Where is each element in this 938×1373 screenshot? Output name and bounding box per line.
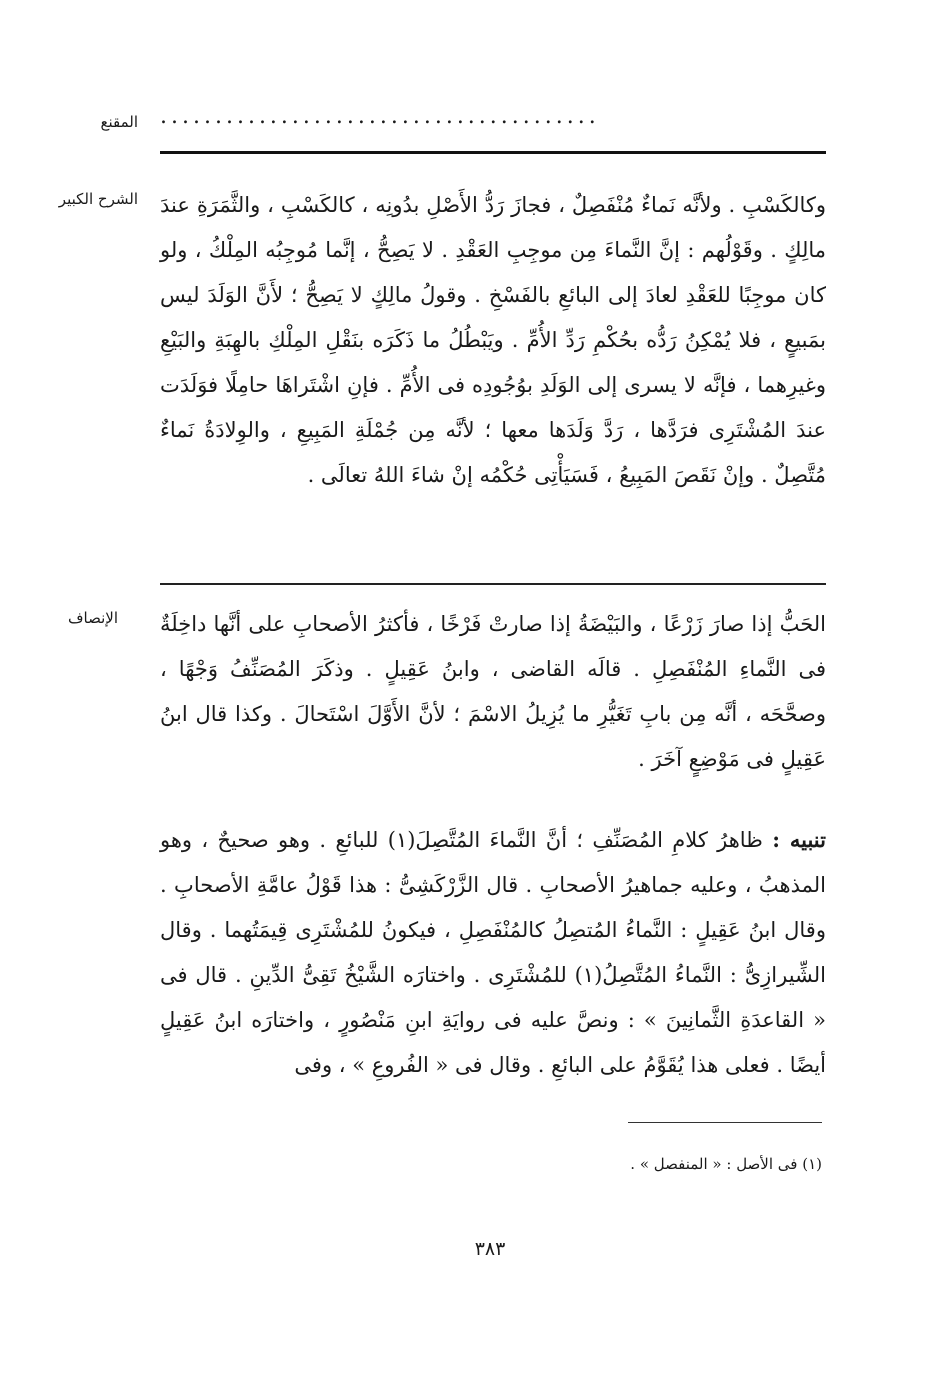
- book-title: المقنع: [100, 113, 138, 131]
- sharh-paragraph: وكالكَسْبِ . ولأنَّه نَماءٌ مُنْفَصِلٌ ، فجازَ رَدُّ الأَصْلِ بدُونِه ، كالكَسْبِ ، والثَّمَرَةِ عندَ مالِكٍ . وقَوْلُهم : إنَّ النَّماءَ مِن موجِبِ العَقْدِ . لا يَصِحُّ ، إنَّما مُوجِبُه المِلْكُ ، ولو كان موجِبًا للعَقْدِ لعادَ إلى البائعِ بالفَسْخِ . وقولُ مالِكٍ لا يَصِحُّ ؛ لأَنَّ الوَلَدَ ليس بمَبيعٍ ، فلا يُمْكِنُ رَدُّه بحُكْمِ رَدِّ الأُمِّ . ويَبْطُلُ ما ذَكَرَه بنَقْلِ المِلْكِ بالهِبَةِ والبَيْعِ وغيرِهما ، فإنَّه لا يسرى إلى الوَلَدِ بوُجُودِه فى الأُمِّ . فإنِ اشْتَراهَا حامِلًا فوَلَدَت عندَ المُشْتَرِى فرَدَّها ، رَدَّ وَلَدَها معها ؛ لأنَّه مِن جُمْلَةِ المَبِيعِ ، والوِلادَةُ نَماءٌ مُتَّصِلٌ . وإنْ نَقَصَ المَبِيعُ ، فَسَيَأْتِى حُكْمُه إنْ شاءَ اللهُ تعالَى .: [160, 193, 826, 487]
- footnote-rule: [628, 1122, 822, 1123]
- insaf-paragraph-1: الحَبُّ إذا صارَ زَرْعًا ، والبَيْضَةُ إذا صارتْ فَرْخًا ، فأكثرُ الأصحابِ على أنَّها داخِلَةٌ فى النَّماءِ المُنْفَصِلِ . قالَه القاضى ، وابنُ عَقِيلٍ . وذكَرَ المُصَنِّفُ وَجْهًا ، وصحَّحَه ، أنَّه مِن بابِ تَغَيُّرِ ما يُزِيلُ الاسْمَ ؛ لأنَّ الأَوَّلَ اسْتَحالَ . وكذا قال ابنُ عَقِيلٍ فى مَوْضِعٍ آخَرَ .: [160, 612, 826, 771]
- insaf-text-block: [160, 602, 826, 782]
- tanbih-heading: تنبيه :: [772, 827, 826, 852]
- header-dotted-rule: ........................................: [160, 108, 600, 126]
- tanbih-text: ظاهرُ كلامِ المُصَنِّفِ ؛ أنَّ النَّماءَ المُتَّصِلَ(١) للبائعِ . وهو صحيحٌ ، وهو المذهبُ ، وعليه جماهيرُ الأصحابِ . قال الزَّرْكَشِىُّ : هذا قَوْلُ عامَّةِ الأصحابِ . وقال ابنُ عَقِيلٍ : النَّماءُ المُتصِلُ كالمُنْفَصِلِ ، فيكونُ للمُشْتَرِى قِيمَتُهما . وقال الشِّيرازِىُّ : النَّماءُ المُتَّصِلُ(١) للمُشْتَرِى . واختارَه الشَّيْخُ تَقِىُّ الدِّينِ . قال فى « القاعدَةِ الثَّمانِينَ » : ونصَّ عليه فى روايَةِ ابنِ مَنْصُورٍ ، واختارَه ابنُ عَقِيلٍ أيضًا . فعلى هذا يُقَوَّمُ على البائعِ . وقال فى « الفُروعِ » ، وفى: [160, 828, 826, 1077]
- sharh-text-block: [160, 183, 826, 498]
- header-rule: [160, 151, 826, 154]
- footnote: (١) فى الأصل : « المنفصل » .: [630, 1155, 822, 1173]
- insaf-label: الإنصاف: [67, 609, 118, 627]
- insaf-paragraph-2: [160, 817, 826, 1088]
- insaf-text-block-2: [160, 817, 826, 1088]
- sharh-label: الشرح الكبير: [58, 190, 138, 208]
- section-divider: [160, 583, 826, 585]
- page-number: ٣٨٣: [474, 1238, 506, 1260]
